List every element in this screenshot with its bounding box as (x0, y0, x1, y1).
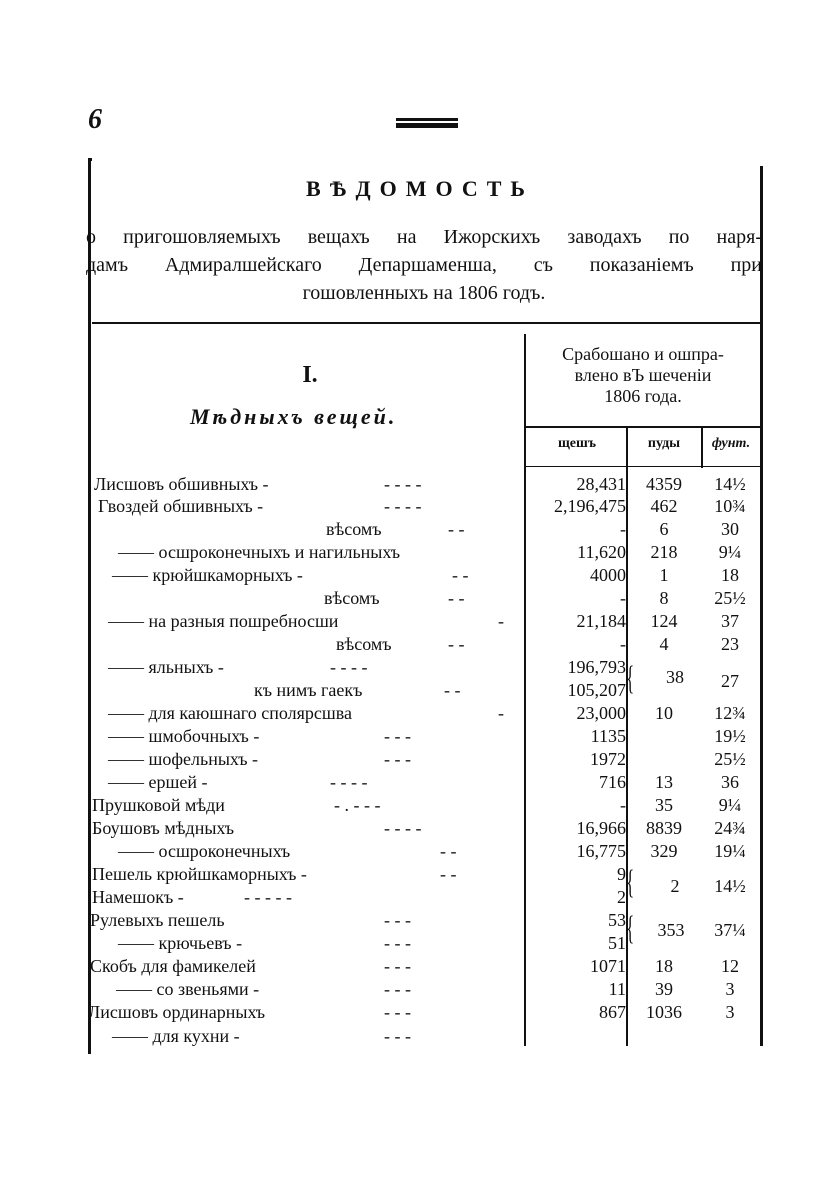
table-row (0, 979, 840, 1002)
row-dashes: - - (452, 565, 469, 585)
row-label: Гвоздей обшивныхъ - (98, 496, 264, 516)
column-header-rule (526, 426, 760, 428)
section-number: I. (302, 362, 318, 388)
table-row (0, 818, 840, 841)
cell-pudy: 4 (659, 634, 669, 654)
merged-cell-funt: 37¼ (714, 920, 746, 940)
row-dashes: - - - - (384, 474, 422, 494)
cell-funt: 37 (721, 611, 739, 631)
row-dashes: - - (448, 588, 465, 608)
cell-funt: 25½ (714, 749, 746, 769)
cell-pudy: 1036 (646, 1002, 682, 1022)
row-label: Намешокъ - (92, 887, 184, 907)
subtitle-line-2: дамъ Адмиралшейскаго Депаршаменша, съ показаніемъ при (86, 254, 762, 276)
cell-funt: 3 (725, 979, 735, 999)
row-dashes: - - - (384, 1002, 411, 1022)
column-header-funt: фунт. (711, 436, 751, 451)
cell-shchet: 21,184 (576, 611, 626, 631)
brace-icon: { (626, 660, 635, 697)
cell-shchet: 16,966 (576, 818, 626, 838)
column-header-main (528, 344, 758, 407)
row-label: —— для кухни - (112, 1026, 240, 1046)
cell-pudy: 8 (659, 588, 669, 608)
table-row (0, 956, 840, 979)
row-dashes: - - - (384, 749, 411, 769)
table-row (0, 772, 840, 795)
table-row (0, 474, 840, 497)
row-label: —— крючьевъ - (118, 933, 243, 953)
cell-shchet: 53 (608, 910, 626, 930)
table-row (0, 726, 840, 749)
document-title: ВѢДОМОСТЬ (306, 176, 534, 201)
row-label: —— со звеньями - (116, 979, 260, 999)
cell-funt: 19½ (714, 726, 746, 746)
cell-funt: 9¼ (718, 795, 742, 815)
row-label: —— осшроконечныхъ и нагильныхъ (118, 542, 401, 562)
merged-cell-funt: 27 (721, 671, 739, 691)
cell-funt: 18 (721, 565, 739, 585)
row-dashes: - - - - (384, 496, 422, 516)
row-dashes: - - (448, 634, 465, 654)
cell-shchet: - (620, 588, 626, 608)
cell-pudy: 13 (655, 772, 673, 792)
row-dashes: - - (440, 841, 457, 861)
row-label: —— осшроконечныхъ (118, 841, 291, 861)
row-label: вѣсомъ (326, 519, 382, 539)
table-row (0, 749, 840, 772)
row-dashes: - - - - (384, 818, 422, 838)
row-label: —— шофельныхъ - (108, 749, 259, 769)
subtitle-line-1: о пригошовляемыхъ вещахъ на Ижорскихъ заводахъ по наря- (86, 226, 762, 248)
page-number: 6 (88, 104, 102, 135)
cell-funt: 3 (725, 1002, 735, 1022)
cell-shchet: - (620, 795, 626, 815)
section-title: Мѣдныхъ вещей. (190, 404, 398, 429)
cell-shchet: 16,775 (576, 841, 626, 861)
cell-shchet: 105,207 (567, 680, 626, 700)
cell-shchet: 51 (608, 933, 626, 953)
cell-pudy: 4359 (646, 474, 682, 494)
row-dashes: - - - (384, 979, 411, 999)
cell-shchet: 1135 (590, 726, 626, 746)
cell-shchet: 28,431 (576, 474, 626, 494)
cell-shchet: 2,196,475 (554, 496, 626, 516)
cell-funt: 23 (721, 634, 739, 654)
cell-shchet: 4000 (590, 565, 626, 585)
cell-pudy: 18 (655, 956, 673, 976)
brace-icon: { (626, 864, 635, 901)
cell-shchet: 9 (617, 864, 626, 884)
column-header-line-3: 1806 года. (604, 386, 682, 406)
row-dashes: - (498, 611, 504, 631)
row-dashes: - - - - - (244, 887, 292, 907)
table-row (0, 841, 840, 864)
cell-pudy: 6 (659, 519, 669, 539)
column-header-shchet: щешъ (557, 436, 596, 451)
brace-icon: { (626, 910, 635, 947)
table-row (0, 496, 840, 519)
cell-pudy: 124 (650, 611, 678, 631)
row-dashes: - (498, 703, 504, 723)
cell-funt: 25½ (714, 588, 746, 608)
cell-funt: 19¼ (714, 841, 746, 861)
row-label: —— крюйшкаморныхъ - (112, 565, 303, 585)
row-dashes: - - (440, 864, 457, 884)
merged-cell-funt: 14½ (714, 876, 746, 896)
cell-shchet: 1071 (590, 956, 626, 976)
header-separator (92, 322, 760, 324)
ornament-rule (396, 118, 458, 128)
merged-cell-pudy: 353 (657, 920, 685, 940)
row-label: вѣсомъ (336, 634, 392, 654)
row-dashes: - - (444, 680, 461, 700)
table-row (0, 1026, 840, 1049)
cell-shchet: 1972 (590, 749, 626, 769)
row-label: вѣсомъ (324, 588, 380, 608)
row-label: Прушковой мѣди (92, 795, 225, 815)
row-label: Скобъ для фамикелей (90, 956, 256, 976)
table-row (0, 634, 840, 657)
cell-pudy: 1 (659, 565, 669, 585)
cell-funt: 24¾ (714, 818, 746, 838)
merged-cell-pudy: 2 (670, 876, 680, 896)
row-dashes: - - - (384, 956, 411, 976)
cell-pudy: 39 (655, 979, 673, 999)
table-row (0, 1002, 840, 1025)
cell-pudy: 462 (650, 496, 678, 516)
table-row (0, 519, 840, 542)
table-row (0, 565, 840, 588)
row-label: —— на разныя пошребносши (108, 611, 339, 631)
row-label: Рулевыхъ пешель (90, 910, 225, 930)
row-label: къ нимъ гаекъ (254, 680, 363, 700)
row-label: —— для каюшнаго сполярсшва (108, 703, 352, 723)
row-dashes: - - - (384, 910, 411, 930)
cell-shchet: 716 (599, 772, 626, 792)
cell-shchet: 2 (617, 887, 626, 907)
cell-shchet: 23,000 (576, 703, 626, 723)
cell-pudy: 8839 (646, 818, 682, 838)
column-header-line-2: влено вЪ шеченіи (574, 365, 712, 385)
cell-shchet: - (620, 634, 626, 654)
row-label: Боушовъ мѣдныхъ (92, 818, 235, 838)
subtitle-line-3: гошовленныхъ на 1806 годъ. (302, 282, 546, 304)
row-label: —— яльныхъ - (108, 657, 224, 677)
column-header-line-1: Срабошано и ошпра- (562, 344, 724, 364)
merged-cell-pudy: 38 (666, 667, 684, 687)
row-label: —— шмобочныхъ - (108, 726, 260, 746)
cell-funt: 12 (721, 956, 739, 976)
row-dashes: - - (448, 519, 465, 539)
cell-pudy: 329 (650, 841, 678, 861)
table-row (0, 703, 840, 726)
table-row (0, 611, 840, 634)
frame-top-line (88, 158, 92, 161)
row-label: Лисшовъ обшивныхъ - (94, 474, 269, 494)
row-label: Лисшовъ ординарныхъ (88, 1002, 266, 1022)
cell-funt: 30 (721, 519, 739, 539)
cell-funt: 12¾ (714, 703, 746, 723)
column-subheader-rule (526, 466, 760, 467)
table-row (0, 588, 840, 611)
cell-pudy: 10 (655, 703, 673, 723)
cell-shchet: 867 (599, 1002, 626, 1022)
row-dashes: - - - (384, 933, 411, 953)
cell-shchet: 196,793 (567, 657, 626, 677)
cell-pudy: 218 (650, 542, 678, 562)
row-dashes: - - - (384, 726, 411, 746)
cell-funt: 10¾ (714, 496, 746, 516)
column-header-pudy: пуды (647, 436, 681, 451)
cell-funt: 14½ (714, 474, 746, 494)
cell-shchet: 11 (608, 979, 626, 999)
table-row (0, 795, 840, 818)
cell-funt: 9¼ (718, 542, 742, 562)
row-dashes: - - - (384, 1026, 411, 1046)
row-label: —— ершей - (108, 772, 208, 792)
row-dashes: - - - - (330, 772, 368, 792)
table-row (0, 542, 840, 565)
row-dashes: - . - - - (334, 795, 381, 815)
row-label: Пешель крюйшкаморныхъ - (92, 864, 307, 884)
cell-shchet: 11,620 (577, 542, 626, 562)
cell-funt: 36 (721, 772, 739, 792)
row-dashes: - - - - (330, 657, 368, 677)
cell-pudy: 35 (655, 795, 673, 815)
cell-shchet: - (620, 519, 626, 539)
